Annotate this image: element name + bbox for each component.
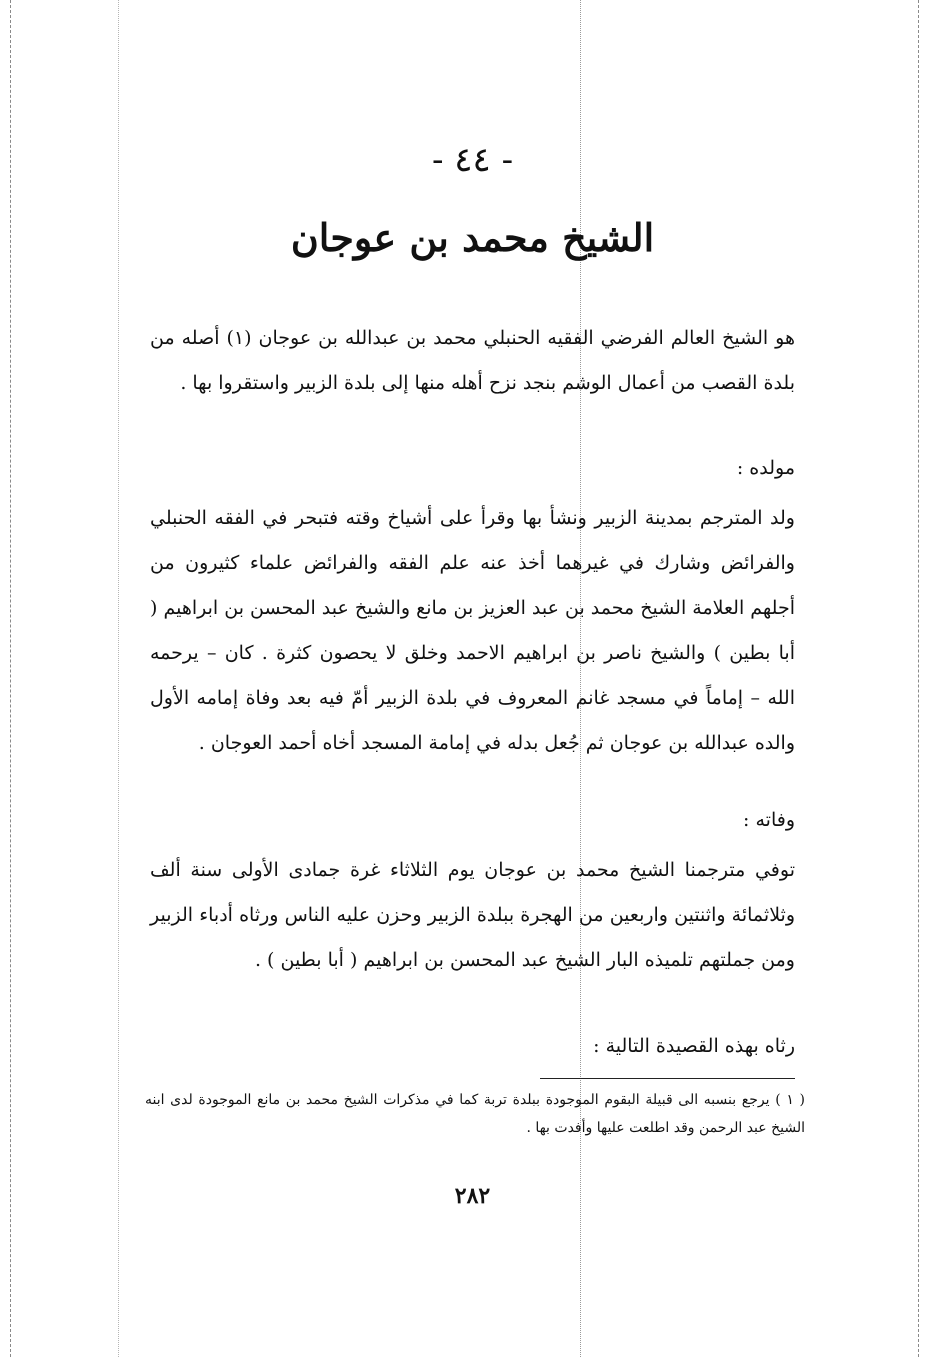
- elegy-intro: رثاه بهذه القصيدة التالية :: [593, 1035, 795, 1057]
- footnote-divider: [540, 1078, 795, 1079]
- footnote: ( ١ ) يرجع بنسبه الى قبيلة البقوم الموجودة ببلدة تربة كما في مذكرات الشيخ محمد بن مانع الموجودة لدى ابنه الشيخ عبد الرحمن وقد اطلعت عليها وأفدت بها .: [145, 1092, 805, 1136]
- scan-edge-right: [918, 0, 919, 1357]
- birth-paragraph: ولد المترجم بمدينة الزبير ونشأ بها وقرأ على أشياخ وقته فتبحر في الفقه الحنبلي والفرائض وشارك في غيرهما أخذ عنه علم الفقه والفرائض علماء كثيرون من أجلهم العلامة الشيخ محمد بن عبد العزيز بن مانع والشيخ عبد المحسن بن ابراهيم ( أبا بطين ) والشيخ ناصر بن ابراهيم الاحمد وخلق لا يحصون كثرة . كان – يرحمه الله – إماماً في مسجد غانم المعروف في بلدة الزبير أمّ فيه بعد وفاة إمامه الأول والده عبدالله بن عوجان ثم جُعل بدله في إمامة المسجد أخاه أحمد العوجان .: [150, 507, 795, 754]
- page-title: الشيخ محمد بن عوجان: [290, 215, 655, 260]
- intro-paragraph: هو الشيخ العالم الفرضي الفقيه الحنبلي محمد بن عبدالله بن عوجان (١) أصله من بلدة القصب من أعمال الوشم بنجد نزح أهله منها إلى بلدة الزبير واستقروا بها .: [150, 327, 795, 394]
- scan-edge-left: [10, 0, 11, 1357]
- biography-number: - ٤٤ -: [431, 140, 514, 180]
- page-number: ٢٨٢: [454, 1183, 491, 1209]
- death-heading: وفاته :: [743, 809, 795, 831]
- scan-edge-inner: [118, 0, 119, 1357]
- birth-heading: مولده :: [736, 457, 795, 479]
- book-page: [145, 0, 805, 1357]
- death-paragraph: توفي مترجمنا الشيخ محمد بن عوجان يوم الثلاثاء غرة جمادى الأولى سنة ألف وثلاثمائة واثنتين واربعين من الهجرة ببلدة الزبير وحزن عليه الناس ورثاه أدباء الزبير ومن جملتهم تلميذه البار الشيخ عبد المحسن بن ابراهيم ( أبا بطين ) .: [150, 859, 795, 971]
